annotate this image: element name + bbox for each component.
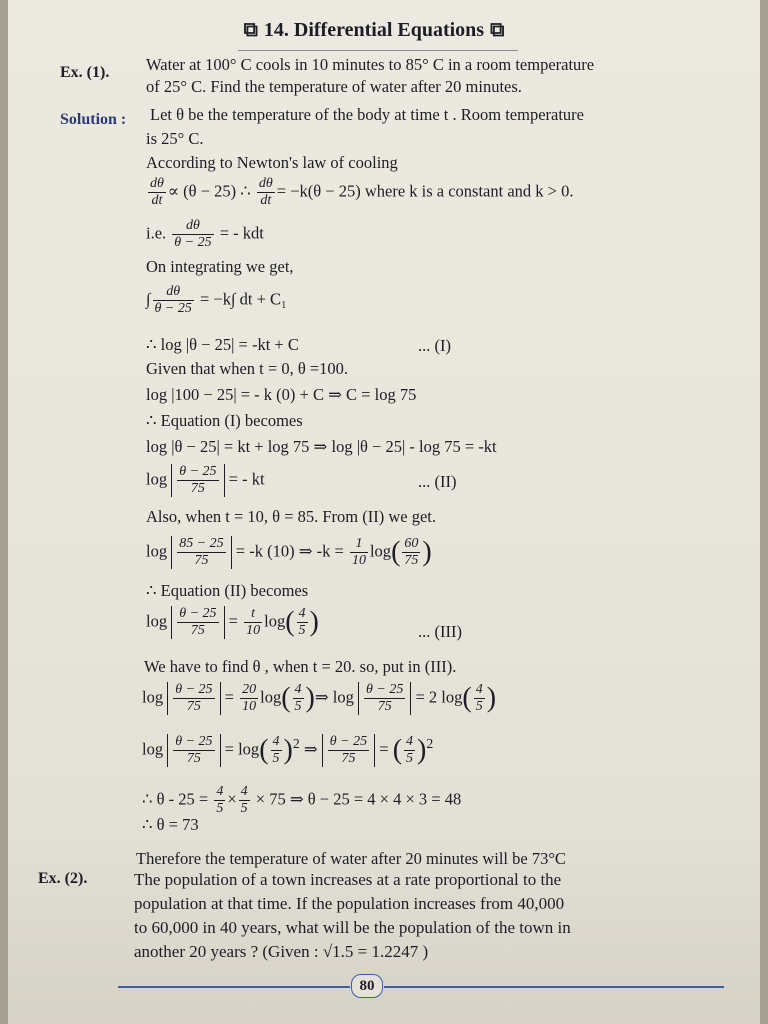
- equation-3-number: ... (III): [418, 622, 462, 641]
- textbook-page: [8, 0, 760, 1024]
- title-underline: [238, 50, 518, 51]
- example-2-line-3: to 60,000 in 40 years, what will be the population of the town in: [134, 918, 571, 937]
- cooling-law-equation: $\frac{d\theta}{dt}$ ∝ (θ − 25) ∴ $\frac{d\theta}{dt}$ = −k(θ − 25) where k is a constant and k > 0.: [150, 176, 574, 209]
- theta-calculation: ∴ θ - 25 = $\frac{4}{5}$ × $\frac{4}{5}$ × 75 ⇒ θ − 25 = 4 × 4 × 3 = 48: [142, 784, 462, 817]
- separation-equation: i.e. $\frac{d\theta}{\theta - 25}$ = - kdt: [146, 218, 264, 251]
- separation-rhs: = - kdt: [219, 223, 264, 243]
- equation-1-becomes: ∴ Equation (I) becomes: [146, 411, 303, 430]
- integral-equation: ∫ $\frac{d\theta}{\theta - 25}$ = −k∫ dt + C₁: [146, 284, 287, 317]
- page-number: 80: [351, 974, 383, 998]
- left-ornament-icon: ⧉: [243, 18, 258, 41]
- solution-label: Solution :: [60, 111, 127, 128]
- k-equation-mid: = -k (10) ⇒ -k =: [235, 541, 344, 561]
- solution-line-2: is 25° C.: [146, 129, 204, 148]
- second-condition: Also, when t = 10, θ = 85. From (II) we get.: [146, 507, 437, 526]
- constant-equation: log |100 − 25| = - k (0) + C ⇒ C = log 75: [146, 385, 417, 404]
- footer-rule-right: [384, 986, 724, 988]
- log-equation: log |θ − 25| = kt + log 75 ⇒ log |θ − 25| - log 75 = -kt: [146, 437, 497, 456]
- equation-2: log $\frac{\theta - 25}{75}$ = - kt: [146, 464, 265, 497]
- right-ornament-icon: ⧉: [490, 18, 505, 41]
- solution-line-3: According to Newton's law of cooling: [146, 153, 398, 172]
- example-2-line-4: another 20 years ? (Given : √1.5 = 1.2247 ): [134, 942, 429, 961]
- cooling-law-tail: where k is a constant and k > 0.: [364, 181, 574, 201]
- equation-1: ∴ log |θ − 25| = -kt + C: [146, 335, 299, 354]
- k-equation: log $\frac{85 - 25}{75}$ = -k (10) ⇒ -k = $\frac{1}{10}$ log( $\frac{60}{75}$ ): [146, 536, 432, 569]
- chapter-title: 14. Differential Equations: [263, 18, 485, 41]
- equation-1-number: ... (I): [418, 336, 451, 355]
- equation-3: log $\frac{\theta - 25}{75}$ = $\frac{t}{10}$ log( $\frac{4}{5}$ ): [146, 606, 319, 639]
- example-1-line-2: of 25° C. Find the temperature of water after 20 minutes.: [146, 77, 522, 96]
- example-2-line-1: The population of a town increases at a rate proportional to the: [134, 870, 562, 889]
- theta-calc-tail: × 75 ⇒ θ − 25 = 4 × 4 × 3 = 48: [255, 789, 462, 809]
- substitution-equation: log $\frac{\theta - 25}{75}$ = $\frac{20}{10}$ log( $\frac{4}{5}$ )⇒ log $\frac{\theta - 25}{75}$ = 2 log( $\frac{4}{5}$ ): [142, 682, 497, 715]
- solution-line-1: Let θ be the temperature of the body at time t . Room temperature: [150, 105, 585, 124]
- find-theta-line: We have to find θ , when t = 20. so, put in (III).: [144, 657, 457, 676]
- equation-2-number: ... (II): [418, 472, 457, 491]
- theta-calc-prefix: ∴ θ - 25 =: [142, 789, 209, 809]
- example-1-line-1: Water at 100° C cools in 10 minutes to 85° C in a room temperature: [146, 55, 595, 74]
- example-1-label: Ex. (1).: [60, 64, 110, 81]
- solution-line-6: On integrating we get,: [146, 257, 294, 276]
- squared-equation: log $\frac{\theta - 25}{75}$ = log( $\frac{4}{5}$ )$^2$ ⇒ $\frac{\theta - 25}{75}$ = ( $\frac{4}{5}$ )$^2$: [142, 734, 434, 767]
- integral-rhs: = −k∫ dt + C₁: [199, 289, 287, 309]
- conclusion-line: Therefore the temperature of water after 20 minutes will be 73°C: [136, 849, 566, 868]
- equation-2-rhs: = - kt: [228, 469, 265, 489]
- equation-2-becomes: ∴ Equation (II) becomes: [146, 581, 309, 600]
- example-2-line-2: population at that time. If the population increases from 40,000: [134, 894, 565, 913]
- chapter-header: [224, 8, 524, 52]
- example-2-label: Ex. (2).: [38, 870, 88, 887]
- theta-result: ∴ θ = 73: [142, 815, 199, 834]
- footer-rule-left: [118, 986, 350, 988]
- initial-condition: Given that when t = 0, θ =100.: [146, 359, 349, 378]
- ie-label: i.e.: [146, 223, 167, 243]
